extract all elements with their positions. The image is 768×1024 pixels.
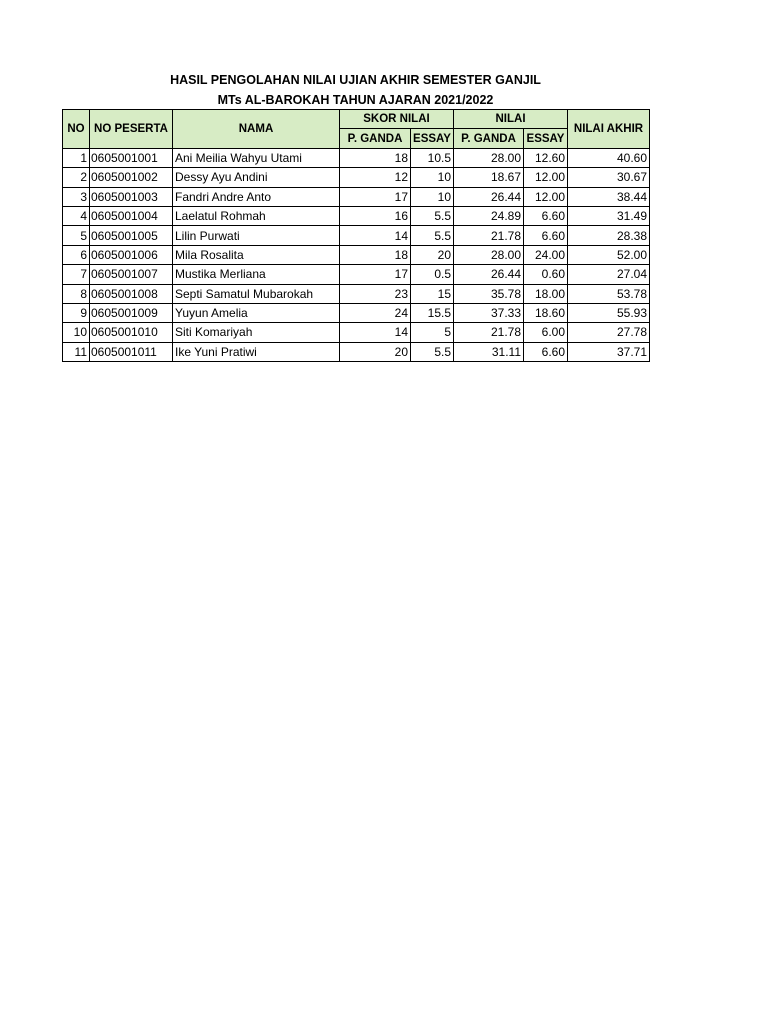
header-no: NO — [63, 110, 90, 149]
cell-nilai-essay: 24.00 — [524, 245, 568, 264]
cell-skor-pganda: 12 — [340, 168, 411, 187]
table-row — [63, 245, 650, 264]
cell-nilai-essay: 18.00 — [524, 284, 568, 303]
cell-nama: Septi Samatul Mubarokah — [173, 284, 340, 303]
cell-no: 4 — [63, 206, 90, 225]
header-skor-essay: ESSAY — [411, 129, 454, 148]
header-nilai: NILAI — [454, 110, 568, 129]
cell-no-peserta: 0605001011 — [90, 342, 173, 361]
cell-nilai-essay: 6.00 — [524, 323, 568, 342]
cell-nilai-pganda: 21.78 — [454, 226, 524, 245]
header-nilai-akhir: NILAI AKHIR — [568, 110, 650, 149]
cell-nilai-pganda: 31.11 — [454, 342, 524, 361]
cell-nama: Dessy Ayu Andini — [173, 168, 340, 187]
table-row — [63, 265, 650, 284]
cell-nama: Ike Yuni Pratiwi — [173, 342, 340, 361]
header-nilai-essay: ESSAY — [524, 129, 568, 148]
cell-nilai-akhir: 30.67 — [568, 168, 650, 187]
cell-no: 1 — [63, 148, 90, 167]
header-nilai-pganda: P. GANDA — [454, 129, 524, 148]
cell-no-peserta: 0605001002 — [90, 168, 173, 187]
table-row — [63, 323, 650, 342]
cell-nilai-akhir: 52.00 — [568, 245, 650, 264]
cell-no: 3 — [63, 187, 90, 206]
table-row — [63, 206, 650, 225]
cell-skor-pganda: 24 — [340, 303, 411, 322]
cell-nama: Lilin Purwati — [173, 226, 340, 245]
cell-nilai-akhir: 28.38 — [568, 226, 650, 245]
cell-nilai-akhir: 38.44 — [568, 187, 650, 206]
cell-nilai-akhir: 55.93 — [568, 303, 650, 322]
cell-nilai-akhir: 27.04 — [568, 265, 650, 284]
cell-nama: Mila Rosalita — [173, 245, 340, 264]
cell-nilai-akhir: 40.60 — [568, 148, 650, 167]
cell-nilai-pganda: 37.33 — [454, 303, 524, 322]
table-row — [63, 187, 650, 206]
cell-skor-essay: 5.5 — [411, 206, 454, 225]
cell-no: 6 — [63, 245, 90, 264]
cell-nilai-pganda: 21.78 — [454, 323, 524, 342]
cell-nilai-pganda: 26.44 — [454, 265, 524, 284]
cell-nama: Mustika Merliana — [173, 265, 340, 284]
cell-skor-pganda: 18 — [340, 148, 411, 167]
cell-nilai-essay: 12.60 — [524, 148, 568, 167]
cell-no: 9 — [63, 303, 90, 322]
cell-no: 8 — [63, 284, 90, 303]
header-skor-pganda: P. GANDA — [340, 129, 411, 148]
cell-nilai-pganda: 24.89 — [454, 206, 524, 225]
cell-skor-essay: 5 — [411, 323, 454, 342]
cell-no-peserta: 0605001001 — [90, 148, 173, 167]
cell-skor-essay: 5.5 — [411, 342, 454, 361]
table-row — [63, 342, 650, 361]
cell-skor-pganda: 14 — [340, 323, 411, 342]
cell-no-peserta: 0605001006 — [90, 245, 173, 264]
cell-no: 10 — [63, 323, 90, 342]
cell-skor-pganda: 17 — [340, 265, 411, 284]
cell-nama: Fandri Andre Anto — [173, 187, 340, 206]
cell-nama: Ani Meilia Wahyu Utami — [173, 148, 340, 167]
cell-nilai-pganda: 28.00 — [454, 148, 524, 167]
cell-skor-pganda: 20 — [340, 342, 411, 361]
cell-skor-essay: 15 — [411, 284, 454, 303]
cell-no: 11 — [63, 342, 90, 361]
cell-no-peserta: 0605001007 — [90, 265, 173, 284]
table-row — [63, 148, 650, 167]
cell-no-peserta: 0605001009 — [90, 303, 173, 322]
cell-no-peserta: 0605001005 — [90, 226, 173, 245]
cell-nama: Yuyun Amelia — [173, 303, 340, 322]
cell-skor-essay: 10 — [411, 168, 454, 187]
cell-skor-essay: 5.5 — [411, 226, 454, 245]
cell-skor-pganda: 14 — [340, 226, 411, 245]
header-nama: NAMA — [173, 110, 340, 149]
cell-nama: Siti Komariyah — [173, 323, 340, 342]
grade-table — [62, 109, 650, 362]
table-row — [63, 284, 650, 303]
cell-no-peserta: 0605001008 — [90, 284, 173, 303]
cell-nilai-essay: 6.60 — [524, 226, 568, 245]
header-skor-nilai: SKOR NILAI — [340, 110, 454, 129]
cell-nama: Laelatul Rohmah — [173, 206, 340, 225]
cell-nilai-akhir: 27.78 — [568, 323, 650, 342]
cell-skor-essay: 20 — [411, 245, 454, 264]
header-no-peserta: NO PESERTA — [90, 110, 173, 149]
cell-skor-pganda: 23 — [340, 284, 411, 303]
table-row — [63, 226, 650, 245]
cell-nilai-essay: 12.00 — [524, 168, 568, 187]
report-subtitle: MTs AL-BAROKAH TAHUN AJARAN 2021/2022 — [217, 93, 494, 107]
cell-skor-essay: 0.5 — [411, 265, 454, 284]
cell-no-peserta: 0605001003 — [90, 187, 173, 206]
cell-nilai-akhir: 53.78 — [568, 284, 650, 303]
report-title: HASIL PENGOLAHAN NILAI UJIAN AKHIR SEMESTER GANJIL — [170, 73, 541, 87]
cell-nilai-pganda: 26.44 — [454, 187, 524, 206]
cell-nilai-essay: 12.00 — [524, 187, 568, 206]
cell-skor-essay: 15.5 — [411, 303, 454, 322]
cell-skor-pganda: 17 — [340, 187, 411, 206]
cell-skor-essay: 10.5 — [411, 148, 454, 167]
cell-nilai-essay: 6.60 — [524, 206, 568, 225]
cell-no: 7 — [63, 265, 90, 284]
cell-skor-pganda: 16 — [340, 206, 411, 225]
cell-nilai-essay: 0.60 — [524, 265, 568, 284]
cell-nilai-essay: 18.60 — [524, 303, 568, 322]
cell-nilai-akhir: 37.71 — [568, 342, 650, 361]
cell-no-peserta: 0605001010 — [90, 323, 173, 342]
cell-no: 2 — [63, 168, 90, 187]
cell-no-peserta: 0605001004 — [90, 206, 173, 225]
cell-nilai-akhir: 31.49 — [568, 206, 650, 225]
cell-nilai-pganda: 35.78 — [454, 284, 524, 303]
table-header — [63, 110, 650, 149]
cell-skor-essay: 10 — [411, 187, 454, 206]
table-row — [63, 303, 650, 322]
cell-no: 5 — [63, 226, 90, 245]
cell-nilai-pganda: 18.67 — [454, 168, 524, 187]
table-row — [63, 168, 650, 187]
cell-nilai-pganda: 28.00 — [454, 245, 524, 264]
cell-nilai-essay: 6.60 — [524, 342, 568, 361]
cell-skor-pganda: 18 — [340, 245, 411, 264]
table-body — [63, 148, 650, 361]
